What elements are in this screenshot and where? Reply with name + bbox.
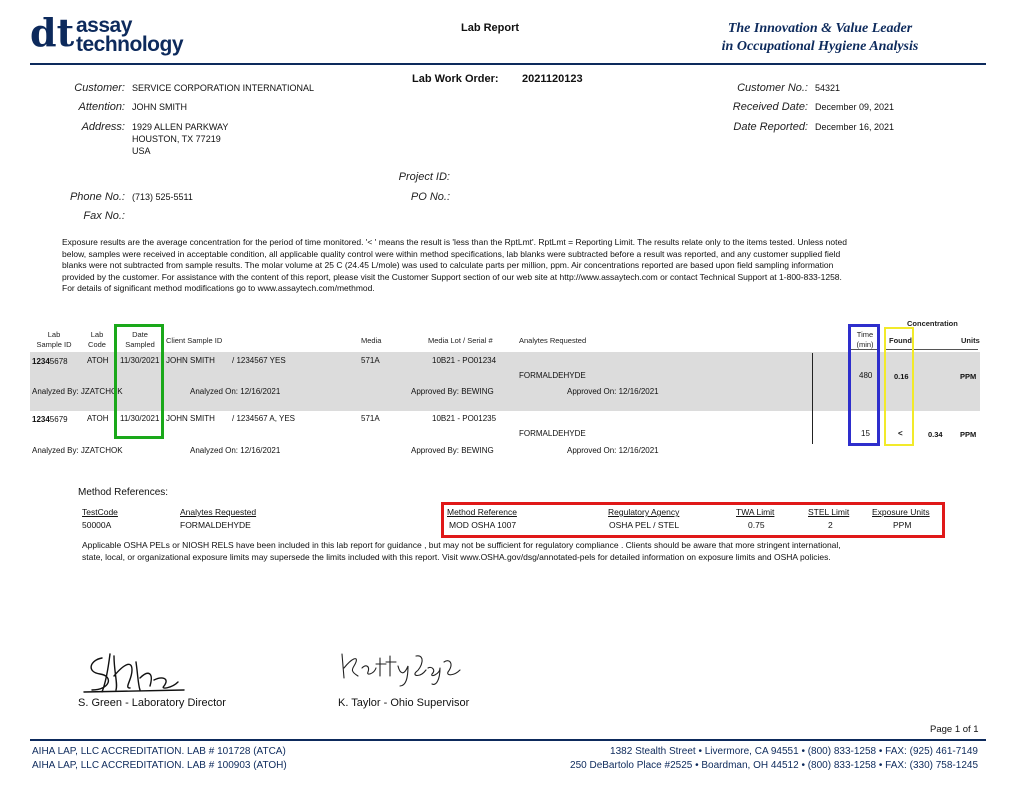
document-title: Lab Report <box>461 22 520 34</box>
col-header-concentration: Concentration <box>907 319 958 328</box>
customer-number-label: Customer No.: <box>737 82 808 94</box>
mref-twa: 0.75 <box>748 520 765 530</box>
found-highlight-box <box>884 327 914 446</box>
col-header-date-sampled-line-1: Date <box>132 330 148 339</box>
mref-header-agency: Regulatory Agency <box>608 507 680 517</box>
customer-label: Customer: <box>74 82 125 94</box>
approved-on: Approved On: 12/16/2021 <box>567 387 659 396</box>
address-line-3: USA <box>132 146 151 156</box>
media-cell: 571A <box>361 356 380 365</box>
col-header-lab-code-line-2: Code <box>88 340 106 349</box>
analyzed-by: Analyzed By: JZATCHOK <box>32 446 123 455</box>
date-sampled-cell: 11/30/2021 <box>120 356 160 365</box>
mref-header-stel: STEL Limit <box>808 507 850 517</box>
col-header-time-line-1: Time <box>856 330 874 339</box>
time-cell: 15 <box>861 429 870 438</box>
page-number: Page 1 of 1 <box>930 724 979 735</box>
signature-name-director: S. Green - Laboratory Director <box>78 697 226 709</box>
date-reported-value: December 16, 2021 <box>815 122 895 132</box>
media-lot-cell: 10B21 - PO01234 <box>432 356 497 365</box>
phone-label: Phone No.: <box>69 191 125 203</box>
sample-id-suffix: 5679 <box>49 415 68 424</box>
time-cell: 480 <box>859 371 873 380</box>
tagline-line-2: in Occupational Hygiene Analysis <box>721 39 919 54</box>
method-references-title: Method References: <box>78 487 169 498</box>
col-header-lab-sample-id <box>32 330 76 350</box>
address-line-livermore: 1382 Stealth Street • Livermore, CA 94551 • (800) 833-1258 • FAX: (925) 461-7149 <box>610 746 978 757</box>
sample-id-prefix: 1234 <box>32 357 50 366</box>
work-order-label: Lab Work Order: <box>412 73 499 85</box>
mref-header-analytes: Analytes Requested <box>180 507 257 517</box>
analyzed-on: Analyzed On: 12/16/2021 <box>190 387 281 396</box>
mref-header-twa: TWA Limit <box>736 507 775 517</box>
exposure-notes-paragraph: Exposure results are the average concentration for the period of time monitored. '< ' means the result is 'less than the RptLmt'. RptLmt = Reporting Limit. The results relate only to the items tested. Unless noted below, samples were received in acceptable condition, all applicable quality control were within method specifications, lab blanks were subtracted before a result was reported, and any customer supplied field blanks were not subtracted from sample results. The molar volume at 25 C (24.45 L/mole) was used to calculate parts per million, ppm. Air concentrations reported are based upon field sampling information provided by the customer. For assistance with the content of this report, please visit the Customer Support section of our web site at http://www.assaytech.com or contact Technical Support at 1-800-833-1258. For details of significant method modifications go to www.assaytech.com/methmod. <box>62 237 847 294</box>
approved-on: Approved On: 12/16/2021 <box>567 446 659 455</box>
col-header-time-line-2: (min) <box>856 340 874 349</box>
client-sample-id-cell: JOHN SMITH <box>166 414 215 423</box>
company-logo <box>30 12 190 58</box>
client-sample-id-cell: JOHN SMITH <box>166 356 215 365</box>
found-cell: 0.16 <box>894 372 909 381</box>
analyte-cell: FORMALDEHYDE <box>519 429 586 438</box>
received-date-label: Received Date: <box>732 101 808 113</box>
tagline-line-1: The Innovation & Value Leader <box>727 21 913 36</box>
col-header-analytes: Analytes Requested <box>519 336 587 345</box>
logo-line-2: technology <box>76 33 184 56</box>
analyzed-by: Analyzed By: JZATCHOK <box>32 387 123 396</box>
col-header-lab-sample-id-line-2: Sample ID <box>36 340 72 349</box>
media-lot-cell: 10B21 - PO01235 <box>432 414 497 423</box>
customer-value: SERVICE CORPORATION INTERNATIONAL <box>132 83 315 93</box>
address-label: Address: <box>81 121 125 133</box>
mref-agency: OSHA PEL / STEL <box>609 520 680 530</box>
col-header-found: Found <box>889 336 912 345</box>
mref-analyte: FORMALDEHYDE <box>180 520 251 530</box>
guidance-note: Applicable OSHA PELs or NIOSH RELS have been included in this lab report for guidance , but may not be sufficient for regulatory compliance . Clients should be aware that more stringent international, state, local, or organizational exposure limits may supersede the limits included with this report. Visit www.OSHA.gov/dsg/annotated-pels for detailed information on exposure limits and OSHA policies. <box>82 540 841 562</box>
date-reported-label: Date Reported: <box>733 121 808 133</box>
sample-id-suffix: 5678 <box>49 357 68 366</box>
table-divider-line <box>812 353 813 444</box>
customer-number-value: 54321 <box>815 83 841 93</box>
accreditation-line-2: AIHA LAP, LLC ACCREDITATION. LAB # 100903 (ATOH) <box>32 760 287 771</box>
accreditation-line-1: AIHA LAP, LLC ACCREDITATION. LAB # 101728 (ATCA) <box>32 746 286 757</box>
table-row <box>32 357 68 366</box>
address-line-boardman: 250 DeBartolo Place #2525 • Boardman, OH 44512 • (800) 833-1258 • FAX: (330) 758-1245 <box>570 760 978 771</box>
mref-units: PPM <box>893 520 912 530</box>
work-order-value: 2021120123 <box>522 73 583 85</box>
col-header-lab-code-line-1: Lab <box>90 330 104 339</box>
client-sample-id-suffix: / 1234567 YES <box>232 356 286 365</box>
method-reference-highlight-box <box>441 502 945 538</box>
analyzed-on: Analyzed On: 12/16/2021 <box>190 446 281 455</box>
attention-value: JOHN SMITH <box>132 102 187 112</box>
company-tagline <box>700 20 940 56</box>
col-header-units: Units <box>961 336 980 345</box>
signature-name-supervisor: K. Taylor - Ohio Supervisor <box>338 697 470 709</box>
logo-line-1: assay <box>76 14 132 37</box>
address-line-1: 1929 ALLEN PARKWAY <box>132 122 229 132</box>
col-header-lab-code <box>83 330 111 350</box>
col-header-lab-sample-id-line-1: Lab <box>47 330 61 339</box>
po-number-label: PO No.: <box>410 191 450 203</box>
header-divider <box>30 63 986 65</box>
mref-testcode: 50000A <box>82 520 112 530</box>
media-cell: 571A <box>361 414 380 423</box>
address-line-2: HOUSTON, TX 77219 <box>132 134 221 144</box>
mref-header-units: Exposure Units <box>872 507 930 517</box>
approved-by: Approved By: BEWING <box>411 446 494 455</box>
lab-code-cell: ATOH <box>87 414 109 423</box>
footer-divider <box>30 739 986 741</box>
logo-mark: dt <box>30 10 75 55</box>
date-sampled-highlight-box <box>114 324 164 439</box>
phone-value: (713) 525-5511 <box>132 192 193 202</box>
date-sampled-cell: 11/30/2021 <box>120 414 160 423</box>
lab-code-cell: ATOH <box>87 356 109 365</box>
time-highlight-box <box>848 324 880 446</box>
table-row <box>32 415 68 424</box>
col-header-media: Media <box>361 336 382 345</box>
approved-by: Approved By: BEWING <box>411 387 494 396</box>
sample-id-prefix: 1234 <box>32 415 50 424</box>
attention-label: Attention: <box>78 101 125 113</box>
client-sample-id-suffix: / 1234567 A, YES <box>232 414 296 423</box>
project-id-label: Project ID: <box>398 171 450 183</box>
mref-header-method: Method Reference <box>447 507 517 517</box>
col-header-date-sampled-line-2: Sampled <box>125 340 155 349</box>
col-header-client-sample-id: Client Sample ID <box>166 336 223 345</box>
found-prefix-cell: < <box>898 429 903 438</box>
mref-header-testcode: TestCode <box>82 507 118 517</box>
received-date-value: December 09, 2021 <box>815 102 895 112</box>
units-cell: PPM <box>960 372 977 381</box>
signature-green <box>80 650 190 694</box>
mref-stel: 2 <box>828 520 833 530</box>
fax-label: Fax No.: <box>83 210 125 222</box>
mref-method: MOD OSHA 1007 <box>449 520 517 530</box>
signature-taylor <box>336 648 466 688</box>
rptlmt-cell: 0.34 <box>928 430 943 439</box>
units-cell: PPM <box>960 430 977 439</box>
analyte-cell: FORMALDEHYDE <box>519 371 586 380</box>
col-header-media-lot: Media Lot / Serial # <box>428 336 493 345</box>
